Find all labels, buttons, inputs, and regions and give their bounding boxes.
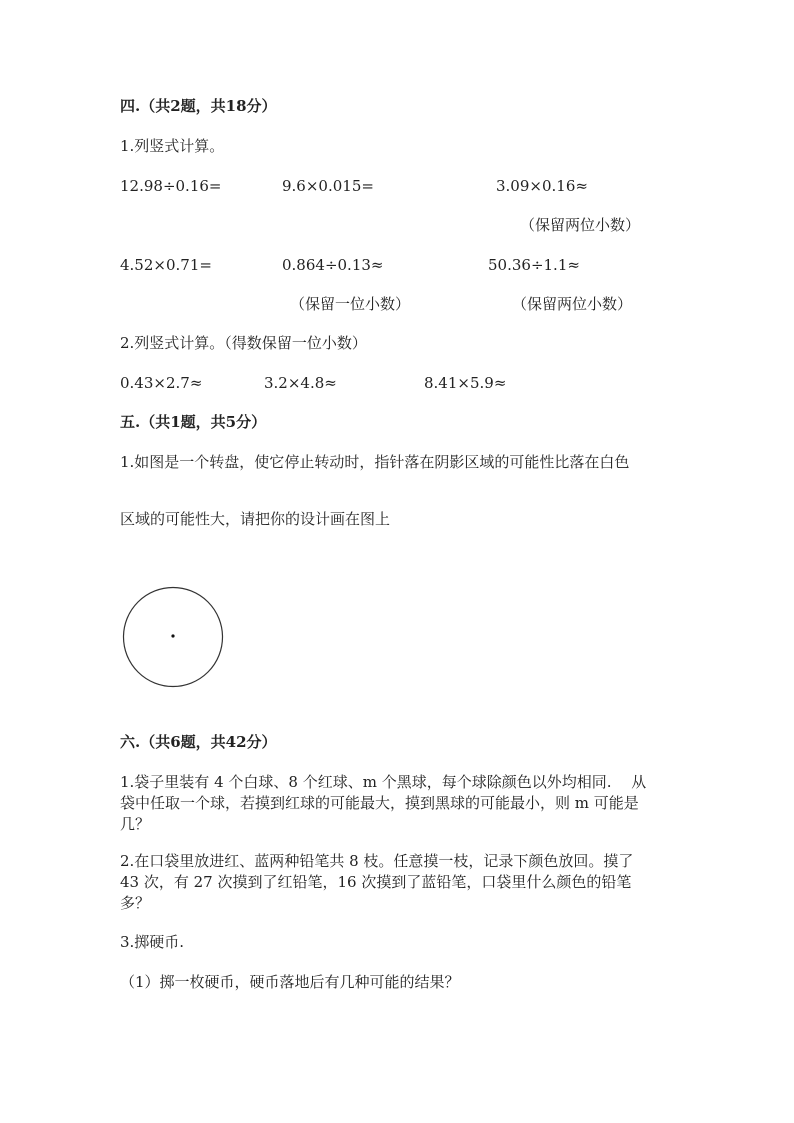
calc-item: 0.864÷0.13≈	[282, 256, 384, 274]
rounding-note: （保留两位小数）	[520, 216, 641, 234]
section-5-q1-line: 1.如图是一个转盘，使它停止转动时，指针落在阴影区域的可能性比落在白色	[120, 453, 630, 471]
section-4-q2-prompt: 2.列竖式计算。（得数保留一位小数）	[120, 334, 367, 352]
calc-item: 3.2×4.8≈	[264, 374, 337, 392]
spinner-circle-figure	[121, 585, 225, 689]
section-6-q2-line: 43 次，有 27 次摸到了红铅笔，16 次摸到了蓝铅笔，口袋里什么颜色的铅笔	[120, 873, 632, 891]
calc-item: 0.43×2.7≈	[120, 374, 203, 392]
calc-item: 3.09×0.16≈	[496, 177, 588, 195]
section-6-q3-prompt: 3.掷硬币.	[120, 933, 185, 951]
calc-item: 50.36÷1.1≈	[488, 256, 580, 274]
section-5-title: 五.（共1题，共5分）	[120, 413, 267, 431]
section-6-q3-sub1: （1）掷一枚硬币，硬币落地后有几种可能的结果？	[120, 973, 460, 991]
calc-item: 4.52×0.71=	[120, 256, 212, 274]
section-6-q2-line: 2.在口袋里放进红、蓝两种铅笔共 8 枝。任意摸一枝，记录下颜色放回。摸了	[120, 852, 634, 870]
calc-item: 8.41×5.9≈	[424, 374, 507, 392]
section-6-q1-line: 1.袋子里装有 4 个白球、8 个红球、m 个黑球，每个球除颜色以外均相同. 从	[120, 773, 647, 791]
section-6-q1-line: 几？	[120, 815, 151, 833]
section-4-title: 四.（共2题，共18分）	[120, 97, 277, 115]
spinner-center-dot	[171, 634, 174, 637]
rounding-note: （保留两位小数）	[512, 295, 633, 313]
spinner-circle	[121, 585, 225, 689]
section-6-q2-line: 多？	[120, 894, 151, 912]
section-5-q1-line: 区域的可能性大，请把你的设计画在图上	[120, 510, 391, 528]
section-6-title: 六.（共6题，共42分）	[120, 733, 277, 751]
calc-item: 9.6×0.015=	[282, 177, 374, 195]
rounding-note: （保留一位小数）	[290, 295, 411, 313]
calc-item: 12.98÷0.16=	[120, 177, 222, 195]
section-4-q1-prompt: 1.列竖式计算。	[120, 137, 225, 155]
section-6-q1-line: 袋中任取一个球，若摸到红球的可能最大，摸到黑球的可能最小，则 m 可能是	[120, 794, 639, 812]
